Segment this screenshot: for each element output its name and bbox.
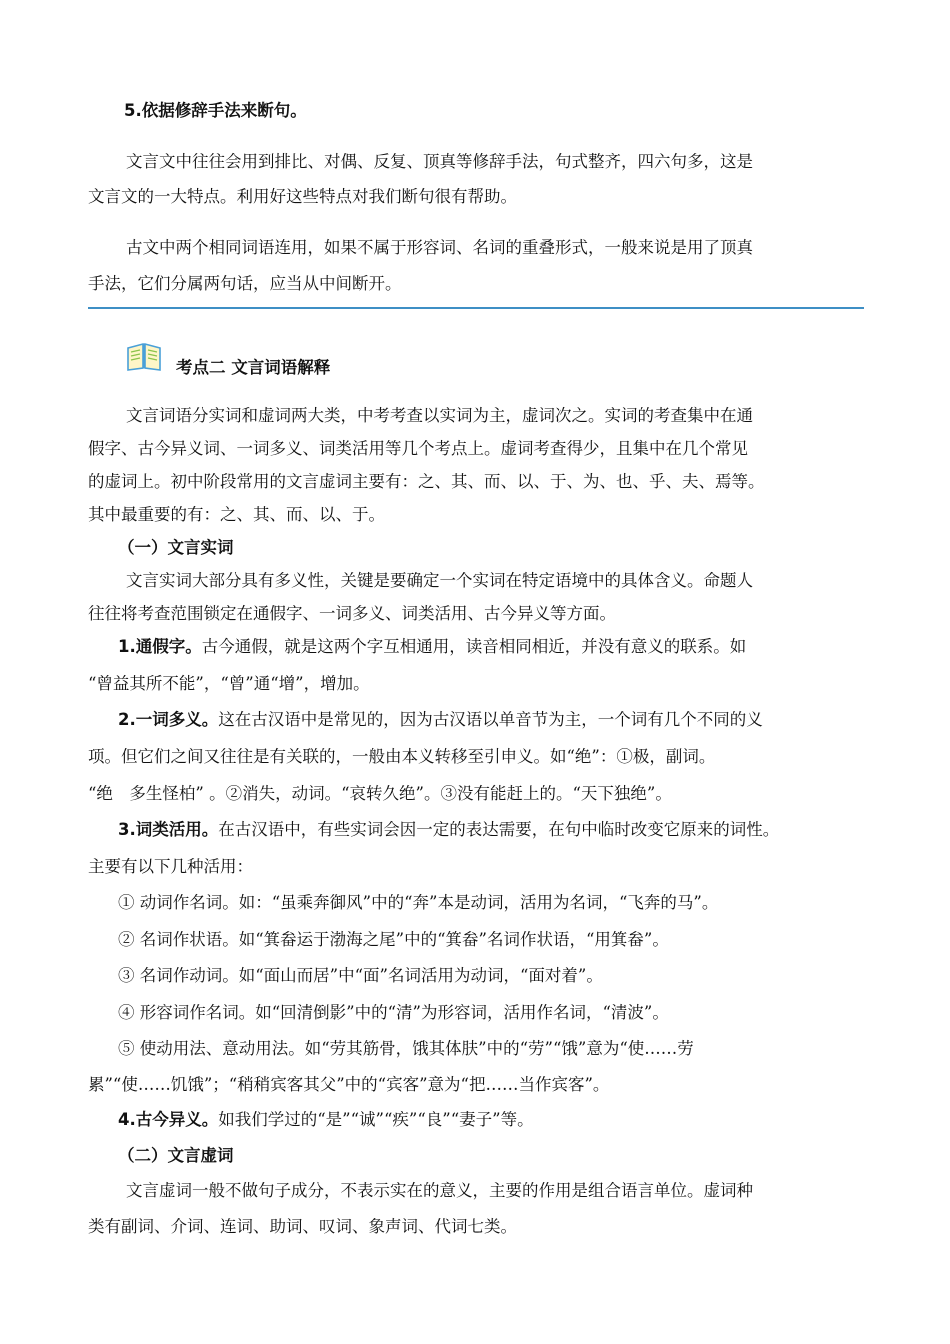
kaodian-2-heading: 考点二 文言词语解释 [176,358,331,377]
item-text: 在古汉语中，有些实词会因一定的表达需要，在句中临时改变它原来的词性。 [218,820,780,839]
item-line: 项。但它们之间又往往是有关联的，一般由本义转移至引申义。如“绝”：①极，副词。 [88,747,716,766]
item-text: 古今通假，就是这两个字互相通用，读音相同相近，并没有意义的联系。如 [201,637,747,656]
section-divider [88,307,864,309]
paragraph-line: 文言文的一大特点。利用好这些特点对我们断句很有帮助。 [88,187,517,206]
paragraph-line: 文言文中往往会用到排比、对偶、反复、顶真等修辞手法，句式整齐，四六句多，这是 [126,152,753,171]
usage-line: ① 动词作名词。如：“虽乘奔御风”中的“奔”本是动词，活用为名词，“飞奔的马”。 [118,893,719,912]
paragraph-line: 文言词语分实词和虚词两大类，中考考查以实词为主，虚词次之。实词的考查集中在通 [126,406,753,425]
item-line [118,636,746,658]
usage-line: ③ 名词作动词。如“面山而居”中“面”名词活用为动词，“面对着”。 [118,966,603,985]
paragraph-line: 其中最重要的有：之、其、而、以、于。 [88,505,385,524]
item-line [118,1109,534,1131]
paragraph-line: 往往将考查范围锁定在通假字、一词多义、词类活用、古今异义等方面。 [88,604,616,623]
usage-line: ② 名词作状语。如“箕畚运于渤海之尾”中的“箕畚”名词作状语，“用箕畚”。 [118,930,669,949]
item-label: 1.通假字。 [118,637,202,656]
item-line: “曾益其所不能”，“曾”通“增”，增加。 [88,674,370,693]
item-line: “绝 多生怪柏” 。②消失，动词。“哀转久绝”。③没有能赶上的。“天下独绝”。 [88,784,672,803]
item-line [118,709,763,731]
item-text: 这在古汉语中是常见的，因为古汉语以单音节为主，一个词有几个不同的义 [218,710,763,729]
item-label: 4.古今异义。 [118,1110,219,1129]
paragraph-line: 类有副词、介词、连词、助词、叹词、象声词、代词七类。 [88,1217,517,1236]
paragraph-line: 手法，它们分属两句话，应当从中间断开。 [88,274,402,293]
open-book-icon [126,338,162,372]
usage-line: ④ 形容词作名词。如“回清倒影”中的“清”为形容词，活用作名词，“清波”。 [118,1003,669,1022]
subsection-heading: （一）文言实词 [118,538,234,557]
paragraph-line: 的虚词上。初中阶段常用的文言虚词主要有：之、其、而、以、于、为、也、乎、夫、焉等。 [88,472,765,491]
subsection-heading: （二）文言虚词 [118,1146,234,1165]
usage-line: 累”“使……饥饿”；“稍稍宾客其父”中的“宾客”意为“把……当作宾客”。 [88,1075,610,1094]
section-5-heading: 5.依据修辞手法来断句。 [124,101,307,120]
paragraph-line: 文言虚词一般不做句子成分，不表示实在的意义，主要的作用是组合语言单位。虚词种 [126,1181,753,1200]
item-label: 3.词类活用。 [118,820,219,839]
usage-line: ⑤ 使动用法、意动用法。如“劳其筋骨，饿其体肤”中的“劳”“饿”意为“使……劳 [118,1039,694,1058]
item-line [118,819,779,841]
paragraph-line: 假字、古今异义词、一词多义、词类活用等几个考点上。虚词考查得少，且集中在几个常见 [88,439,748,458]
paragraph-line: 文言实词大部分具有多义性，关键是要确定一个实词在特定语境中的具体含义。命题人 [126,571,753,590]
paragraph-line: 古文中两个相同词语连用，如果不属于形容词、名词的重叠形式，一般来说是用了顶真 [126,238,753,257]
item-label: 2.一词多义。 [118,710,219,729]
item-line: 主要有以下几种活用： [88,857,253,876]
item-text: 如我们学过的“是”“诚”“疾”“良”“妻子”等。 [218,1110,534,1129]
